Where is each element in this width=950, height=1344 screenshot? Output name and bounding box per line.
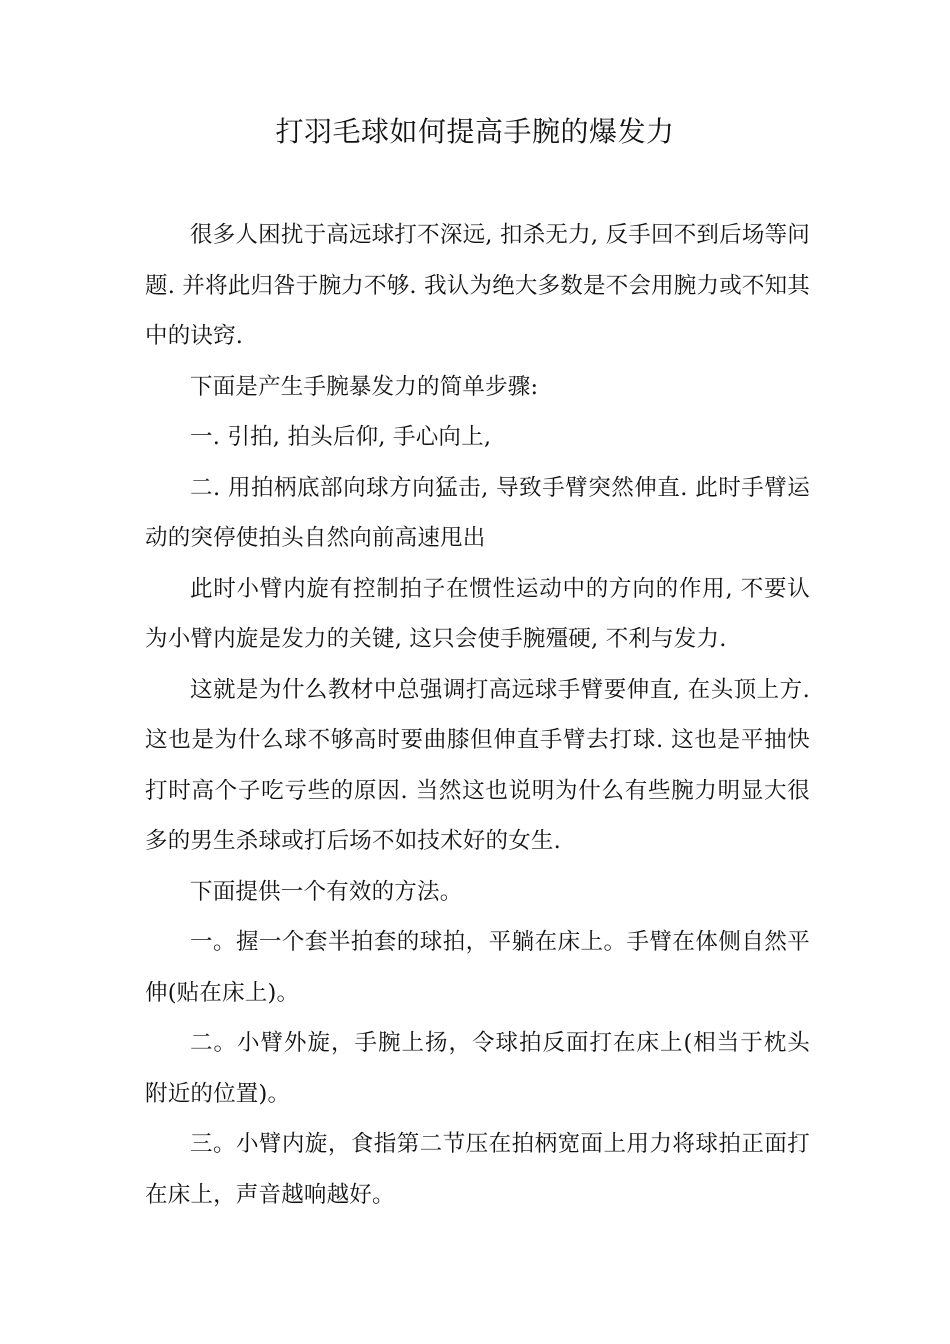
paragraph: 一。握一个套半拍套的球拍，平躺在床上。手臂在体侧自然平伸(贴在床上)。 [145,929,810,1006]
paragraph: 二. 用拍柄底部向球方向猛击, 导致手臂突然伸直. 此时手臂运动的突停使拍头自然向前高速甩出 [145,474,810,551]
paragraph: 此时小臂内旋有控制拍子在惯性运动中的方向的作用, 不要认为小臂内旋是发力的关键, 这只会使手腕殭硬, 不利与发力. [145,575,810,652]
paragraph: 二。小臂外旋，手腕上扬，令球拍反面打在床上(相当于枕头附近的位置)。 [145,1030,810,1107]
paragraph: 很多人困扰于高远球打不深远, 扣杀无力, 反手回不到后场等问题. 并将此归咎于腕力不够. 我认为绝大多数是不会用腕力或不知其中的诀窍. [145,222,811,349]
paragraph: 三。小臂内旋，食指第二节压在拍柄宽面上用力将球拍正面打在床上，声音越响越好。 [145,1131,810,1208]
document-body [145,210,810,1220]
paragraph: 这就是为什么教材中总强调打高远球手臂要伸直, 在头顶上方. 这也是为什么球不够高时要曲膝但伸直手臂去打球. 这也是平抽快打时高个子吃亏些的原因. 当然这也说明为什么有些腕力明显大很多的男生杀球或打后场不如技术好的女生. [145,676,810,854]
paragraph: 下面提供一个有效的方法。 [190,878,463,905]
paragraph: 下面是产生手腕暴发力的简单步骤: [190,373,539,400]
paragraph: 一. 引拍, 拍头后仰, 手心向上, [190,424,492,450]
document-title: 打羽毛球如何提高手腕的爆发力 [275,115,675,148]
